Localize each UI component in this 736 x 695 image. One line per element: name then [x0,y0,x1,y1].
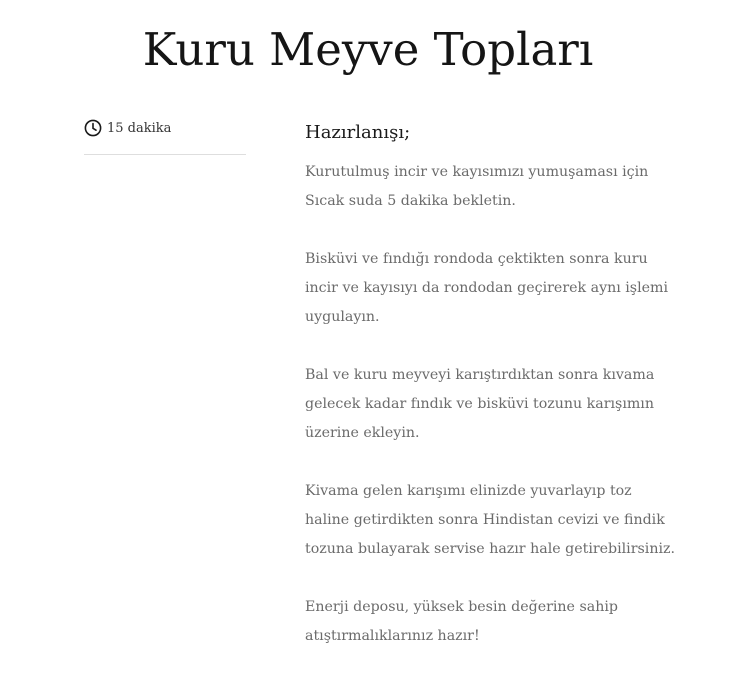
preparation-step: Enerji deposu, yüksek besin değerine sahip atıştırmalıklarınız hazır! [305,599,618,644]
duration-text: 15 dakika [107,120,172,136]
preparation-step: Bal ve kuru meyveyi karıştırdıktan sonra kıvama gelecek kadar fındık ve bisküvi tozunu karışımın üzerine ekleyin. [305,367,655,441]
page-title: Kuru Meyve Topları [142,23,594,76]
recipe-meta-sidebar [84,116,246,155]
preparation-step: Bisküvi ve fındığı rondoda çektikten sonra kuru incir ve kayısıyı da rondodan geçirerek aynı işlemi uygulayın. [305,251,669,325]
duration-row [84,116,246,155]
preparation-heading: Hazırlanışı; [305,122,411,143]
preparation-step: Kurutulmuş incir ve kayısımızı yumuşaması için Sıcak suda 5 dakika bekletin. [305,164,649,209]
clock-icon [84,119,102,137]
preparation-step: Kivama gelen karışımı elinizde yuvarlayıp toz haline getirdikten sonra Hindistan cevizi ve findik tozuna bulayarak servise hazır hale getirebilirsiniz. [305,483,675,557]
preparation-section [305,118,685,680]
